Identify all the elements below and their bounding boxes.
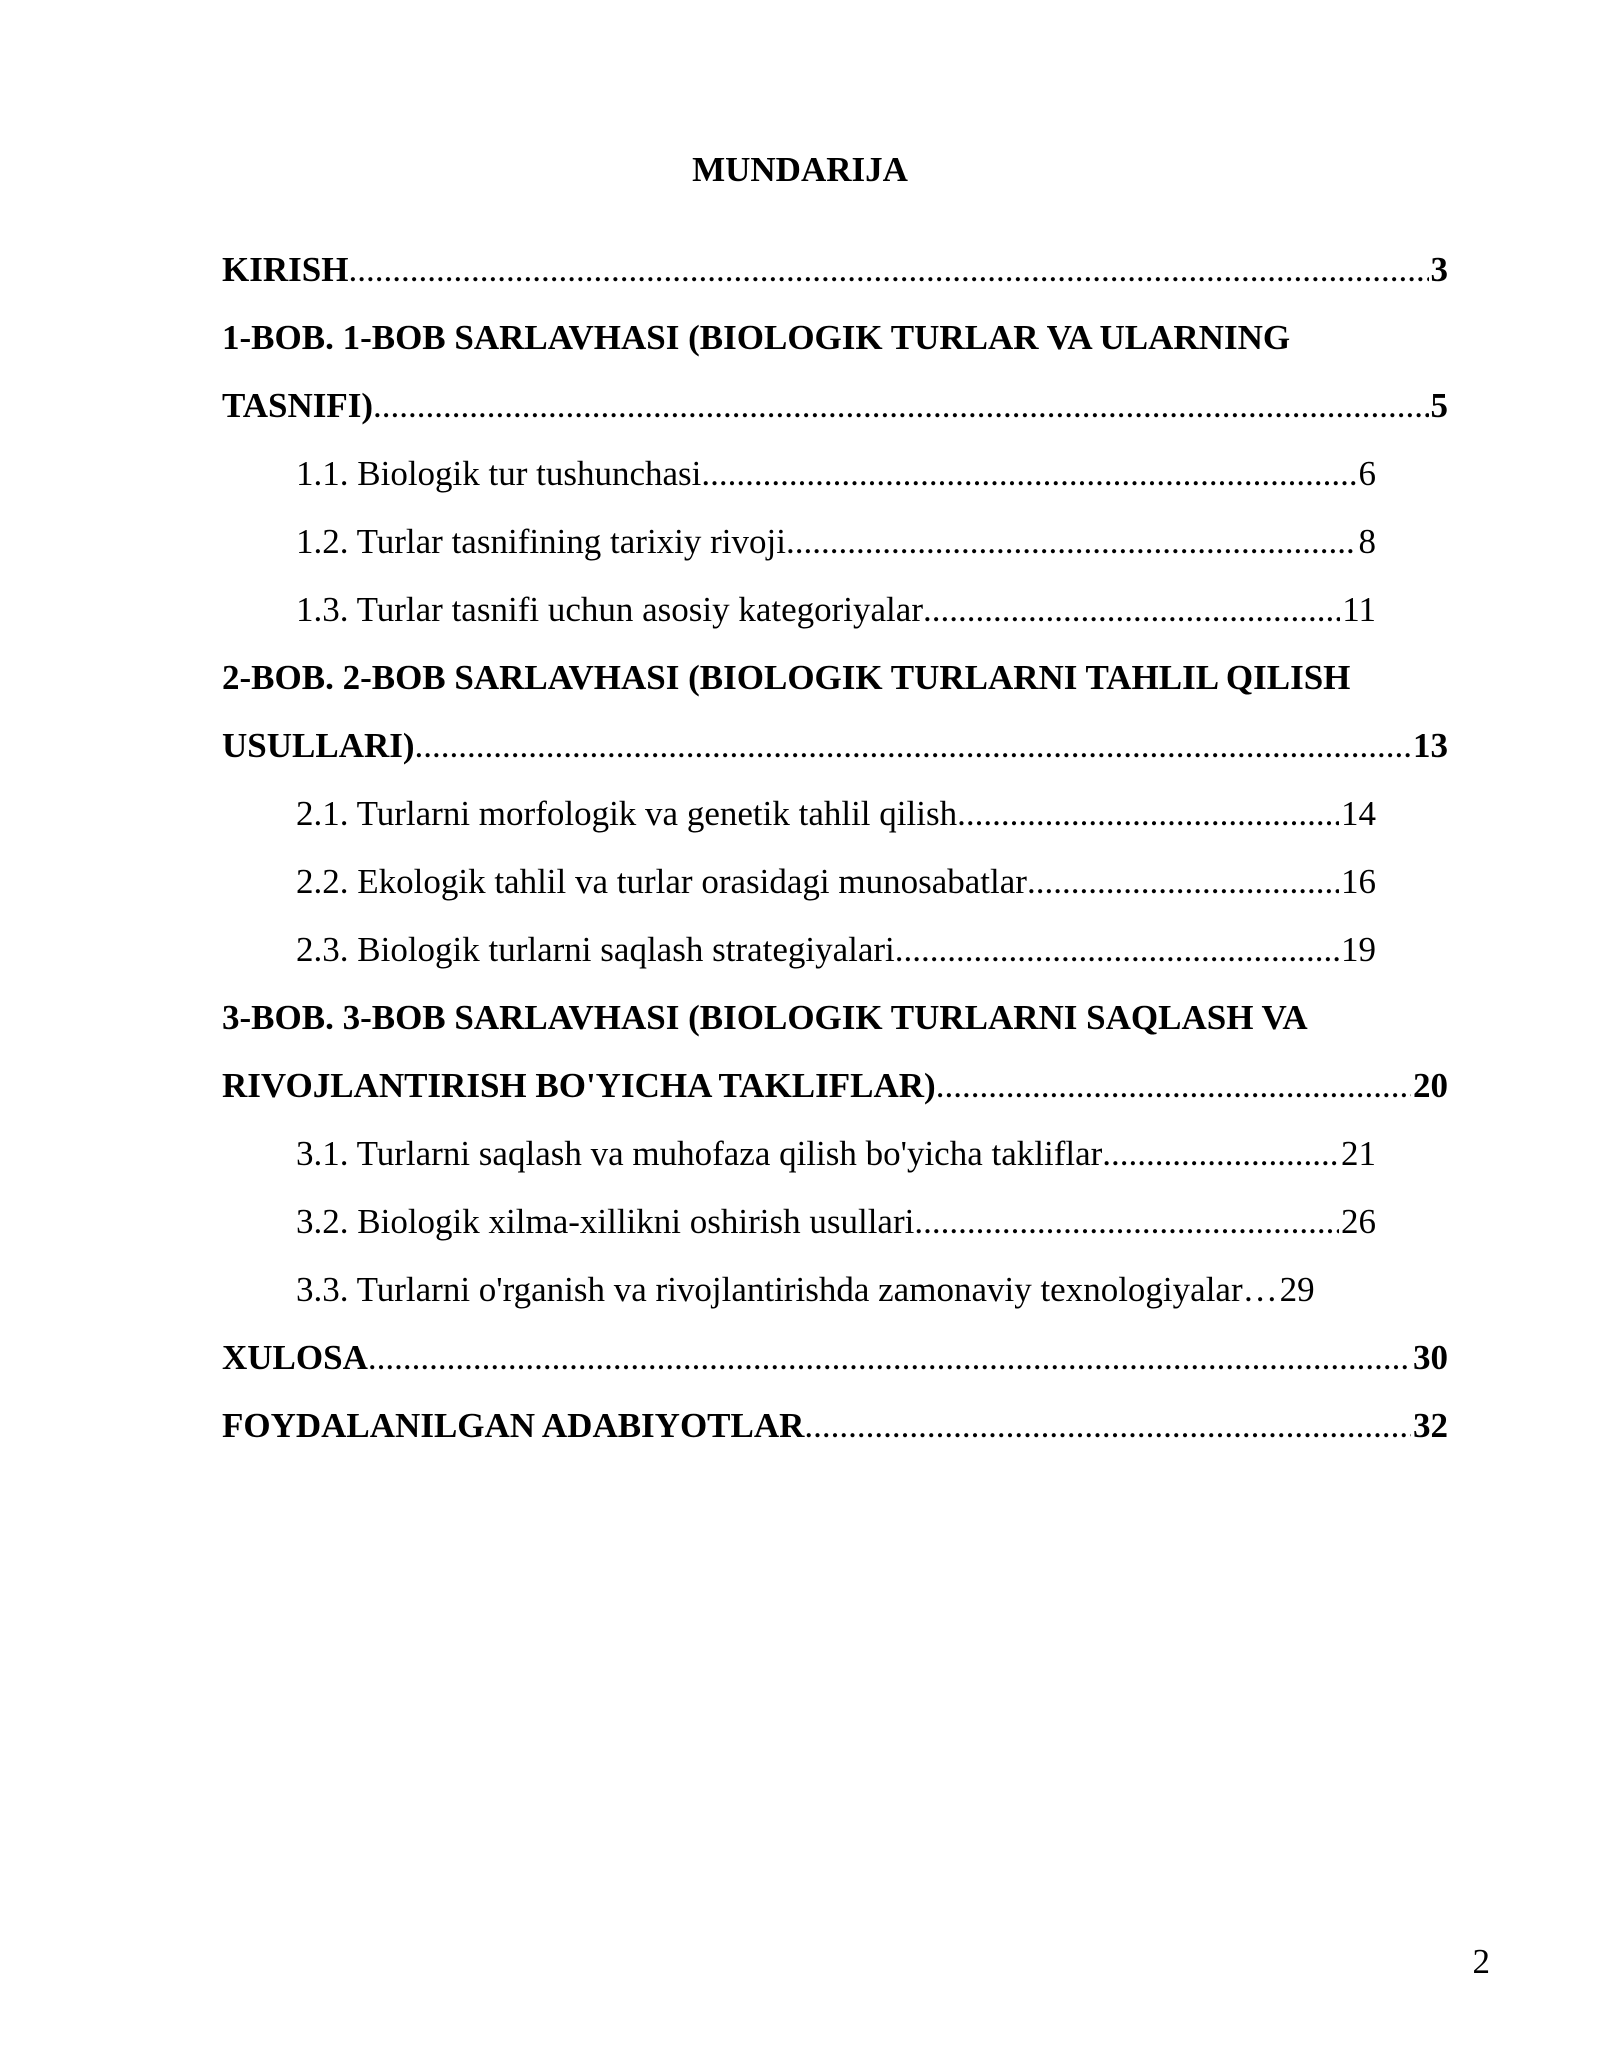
toc-entry-label: FOYDALANILGAN ADABIYOTLAR	[222, 1406, 805, 1445]
toc-page-number: 21	[1341, 1134, 1376, 1173]
toc-dot-leader	[957, 780, 1339, 848]
toc-page-number: 8	[1358, 522, 1376, 561]
toc-entry-label: 3.3. Turlarni o'rganish va rivojlantirishda zamonaviy texnologiyalar…	[296, 1270, 1278, 1309]
table-of-contents	[222, 236, 1448, 1460]
toc-page-number: 20	[1413, 1066, 1448, 1105]
toc-page-number: 29	[1279, 1270, 1315, 1309]
toc-entry-label: USULLARI)	[222, 726, 415, 765]
toc-entry-label: 1.3. Turlar tasnifi uchun asosiy kategoriyalar	[296, 590, 923, 629]
toc-entry-section-2-1[interactable]	[222, 780, 1376, 848]
toc-entry-section-2-3[interactable]	[222, 916, 1376, 984]
toc-dot-leader	[936, 1052, 1411, 1120]
toc-entry-chapter-1[interactable]	[222, 304, 1448, 440]
toc-entry-section-1-3[interactable]	[222, 576, 1376, 644]
toc-entry-label-line1: 3-BOB. 3-BOB SARLAVHASI (BIOLOGIK TURLARNI SAQLASH VA	[222, 998, 1308, 1037]
toc-entry-label-line1: 1-BOB. 1-BOB SARLAVHASI (BIOLOGIK TURLAR VA ULARNING	[222, 318, 1291, 357]
toc-page-number: 11	[1342, 590, 1376, 629]
page-number: 2	[1472, 1942, 1490, 1981]
toc-page-number: 6	[1358, 454, 1376, 493]
toc-entry-section-3-2[interactable]	[222, 1188, 1376, 1256]
toc-dot-leader	[895, 916, 1339, 984]
toc-entry-label: 2.1. Turlarni morfologik va genetik tahlil qilish	[296, 794, 958, 833]
toc-entry-chapter-2[interactable]	[222, 644, 1448, 780]
toc-page-number: 13	[1413, 726, 1448, 765]
toc-entry-section-2-2[interactable]	[222, 848, 1376, 916]
toc-entry-label: 2.3. Biologik turlarni saqlash strategiyalari	[296, 930, 895, 969]
toc-page-number: 14	[1341, 794, 1376, 833]
toc-entry-label: XULOSA	[222, 1338, 368, 1377]
toc-dot-leader	[348, 236, 1428, 304]
toc-dot-leader	[701, 440, 1356, 508]
toc-entry-section-1-1[interactable]	[222, 440, 1376, 508]
toc-dot-leader	[786, 508, 1357, 576]
toc-page-number: 30	[1413, 1338, 1448, 1377]
toc-entry-label: KIRISH	[222, 250, 349, 289]
toc-entry-label: RIVOJLANTIRISH BO'YICHA TAKLIFLAR)	[222, 1066, 936, 1105]
toc-page-number: 26	[1341, 1202, 1376, 1241]
toc-entry-xulosa[interactable]	[222, 1324, 1448, 1392]
toc-entry-label: 1.1. Biologik tur tushunchasi	[296, 454, 702, 493]
toc-dot-leader	[923, 576, 1340, 644]
toc-page-number: 32	[1413, 1406, 1448, 1445]
toc-dot-leader	[804, 1392, 1411, 1460]
toc-dot-leader	[373, 372, 1428, 440]
toc-entry-chapter-3[interactable]	[222, 984, 1448, 1120]
toc-page-number: 3	[1430, 250, 1448, 289]
toc-entry-kirish[interactable]	[222, 236, 1448, 304]
toc-page-number: 16	[1341, 862, 1376, 901]
toc-page-number: 19	[1341, 930, 1376, 969]
toc-dot-leader	[914, 1188, 1339, 1256]
toc-entry-section-1-2[interactable]	[222, 508, 1376, 576]
toc-entry-label: 3.2. Biologik xilma-xillikni oshirish usullari	[296, 1202, 915, 1241]
toc-entry-label: 3.1. Turlarni saqlash va muhofaza qilish bo'yicha takliflar	[296, 1134, 1103, 1173]
toc-entry-label: 1.2. Turlar tasnifining tarixiy rivoji	[296, 522, 786, 561]
toc-entry-label: 2.2. Ekologik tahlil va turlar orasidagi munosabatlar	[296, 862, 1027, 901]
toc-dot-leader	[415, 712, 1411, 780]
page-title: MUNDARIJA	[692, 150, 908, 189]
toc-entry-section-3-1[interactable]	[222, 1120, 1376, 1188]
toc-entry-label-line1: 2-BOB. 2-BOB SARLAVHASI (BIOLOGIK TURLARNI TAHLIL QILISH	[222, 658, 1351, 697]
toc-entry-bibliography[interactable]	[222, 1392, 1448, 1460]
toc-entry-section-3-3[interactable]	[222, 1256, 1376, 1324]
toc-entry-label: TASNIFI)	[222, 386, 374, 425]
toc-dot-leader	[1027, 848, 1339, 916]
toc-dot-leader	[368, 1324, 1411, 1392]
toc-page-number: 5	[1430, 386, 1448, 425]
toc-dot-leader	[1102, 1120, 1339, 1188]
